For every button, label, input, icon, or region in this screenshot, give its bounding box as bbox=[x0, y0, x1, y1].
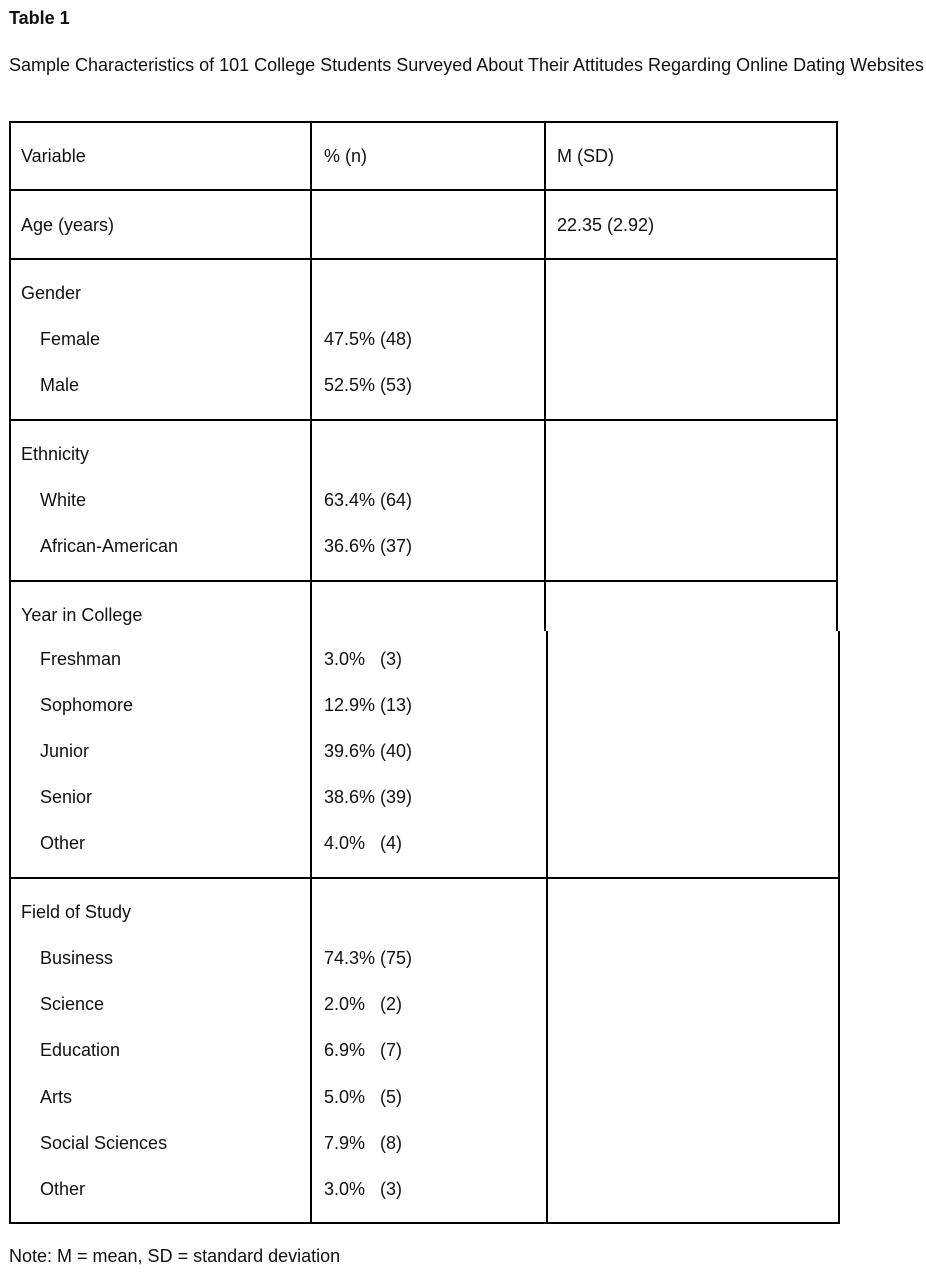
row-science-label: Science bbox=[40, 994, 105, 1014]
row-divider bbox=[9, 877, 840, 879]
column-divider bbox=[544, 121, 546, 631]
group-field-label: Field of Study bbox=[21, 902, 132, 922]
header-percent-n: % (n) bbox=[324, 146, 368, 166]
table-border-bottom bbox=[9, 1222, 840, 1224]
table-note: Note: M = mean, SD = standard deviation bbox=[9, 1246, 341, 1266]
row-freshman-pn: 3.0% (3) bbox=[324, 649, 403, 669]
row-junior-pn: 39.6% (40) bbox=[324, 741, 413, 761]
row-senior-label: Senior bbox=[40, 787, 93, 807]
column-divider bbox=[546, 631, 548, 1224]
row-field-other-pn: 3.0% (3) bbox=[324, 1179, 403, 1199]
table-border-right bbox=[836, 121, 838, 631]
table-label: Table 1 bbox=[9, 8, 70, 28]
table-caption: Sample Characteristics of 101 College Students Surveyed About Their Attitudes Regarding Online Dating Websites bbox=[9, 55, 924, 75]
group-gender-label: Gender bbox=[21, 283, 82, 303]
row-sophomore-pn: 12.9% (13) bbox=[324, 695, 413, 715]
row-arts-pn: 5.0% (5) bbox=[324, 1087, 403, 1107]
row-science-pn: 2.0% (2) bbox=[324, 994, 403, 1014]
row-male-label: Male bbox=[40, 375, 80, 395]
row-age-msd: 22.35 (2.92) bbox=[557, 215, 655, 235]
group-ethnicity-label: Ethnicity bbox=[21, 444, 90, 464]
row-divider bbox=[9, 419, 838, 421]
group-year-label: Year in College bbox=[21, 605, 143, 625]
row-education-label: Education bbox=[40, 1040, 121, 1060]
row-field-other-label: Other bbox=[40, 1179, 86, 1199]
row-divider bbox=[9, 189, 838, 191]
table-border-right bbox=[838, 631, 840, 1224]
row-divider bbox=[9, 258, 838, 260]
row-year-other-pn: 4.0% (4) bbox=[324, 833, 403, 853]
column-divider bbox=[310, 121, 312, 1224]
row-junior-label: Junior bbox=[40, 741, 90, 761]
row-senior-pn: 38.6% (39) bbox=[324, 787, 413, 807]
row-social-sciences-pn: 7.9% (8) bbox=[324, 1133, 403, 1153]
header-mean-sd: M (SD) bbox=[557, 146, 614, 166]
table-border-top bbox=[9, 121, 838, 123]
row-male-pn: 52.5% (53) bbox=[324, 375, 413, 395]
row-business-label: Business bbox=[40, 948, 114, 968]
row-age-label: Age (years) bbox=[21, 215, 115, 235]
header-variable: Variable bbox=[21, 146, 86, 166]
row-white-pn: 63.4% (64) bbox=[324, 490, 413, 510]
row-female-label: Female bbox=[40, 329, 101, 349]
row-african-american-label: African-American bbox=[40, 536, 179, 556]
row-white-label: White bbox=[40, 490, 87, 510]
row-divider bbox=[9, 580, 838, 582]
row-female-pn: 47.5% (48) bbox=[324, 329, 413, 349]
row-year-other-label: Other bbox=[40, 833, 86, 853]
row-arts-label: Arts bbox=[40, 1087, 73, 1107]
table-border-left bbox=[9, 121, 11, 1224]
row-business-pn: 74.3% (75) bbox=[324, 948, 413, 968]
row-social-sciences-label: Social Sciences bbox=[40, 1133, 168, 1153]
row-sophomore-label: Sophomore bbox=[40, 695, 134, 715]
row-freshman-label: Freshman bbox=[40, 649, 122, 669]
row-education-pn: 6.9% (7) bbox=[324, 1040, 403, 1060]
row-african-american-pn: 36.6% (37) bbox=[324, 536, 413, 556]
